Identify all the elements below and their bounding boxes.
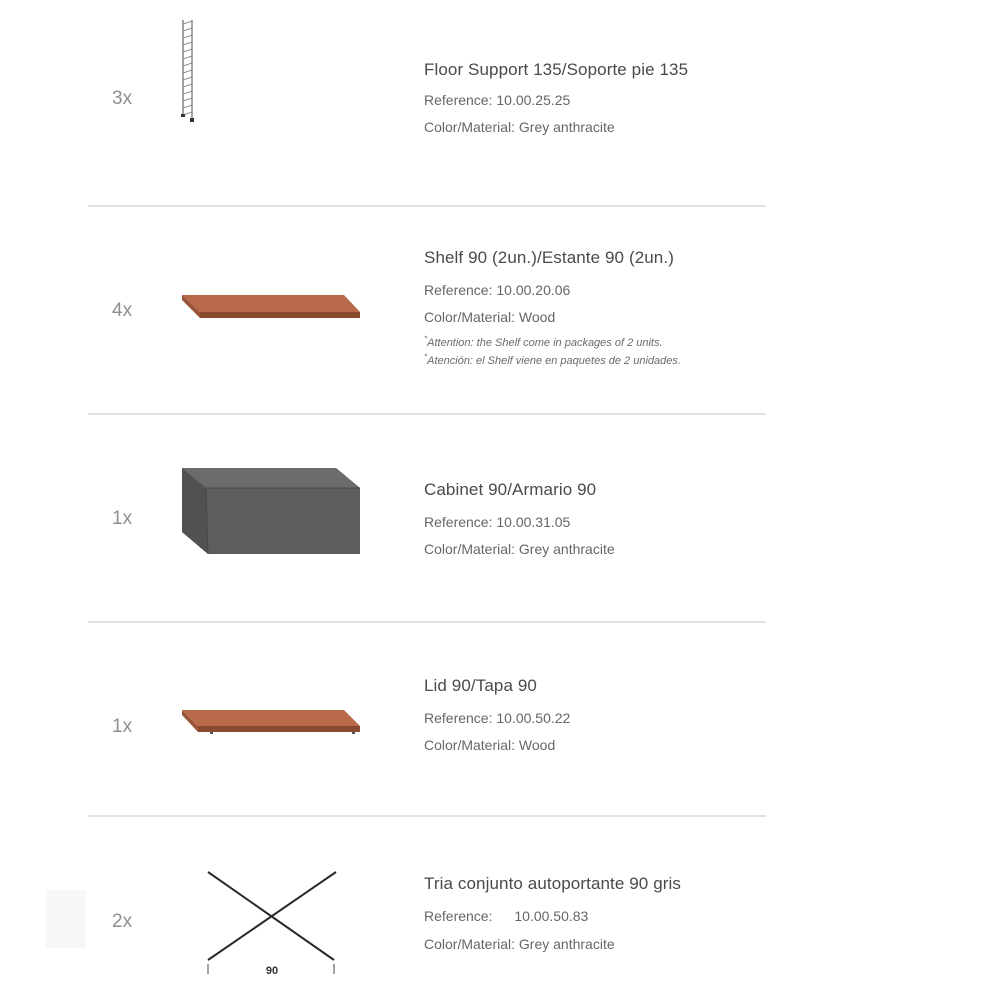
color-line: [424, 737, 824, 753]
color-value: Wood: [518, 737, 556, 753]
quantity-label: 2x: [112, 911, 133, 932]
color-line: [424, 309, 824, 325]
quantity-label: 1x: [112, 716, 133, 737]
side-marker: [46, 890, 86, 948]
cabinet-box-icon: [180, 466, 362, 558]
reference-line: [424, 908, 824, 924]
color-label: Color/Material:: [424, 119, 516, 135]
reference-value: 10.00.50.22: [496, 710, 571, 726]
row-divider: [88, 413, 766, 415]
row-divider: [88, 815, 766, 817]
row-divider: [88, 621, 766, 623]
product-title: Tria conjunto autoportante 90 gris: [424, 874, 681, 893]
wood-lid-icon: [180, 708, 362, 738]
wood-shelf-icon: [180, 292, 362, 322]
reference-value: 10.00.25.25: [496, 92, 571, 108]
reference-line: [424, 710, 824, 726]
note-marker: *: [424, 352, 428, 362]
reference-label: Reference:: [424, 282, 493, 298]
product-title: Shelf 90 (2un.)/Estante 90 (2un.): [424, 248, 674, 267]
color-value: Grey anthracite: [518, 119, 615, 135]
reference-label: Reference:: [424, 908, 493, 924]
color-line: [424, 119, 824, 135]
reference-line: [424, 282, 824, 298]
reference-label: Reference:: [424, 514, 493, 530]
reference-line: [424, 92, 824, 108]
reference-label: Reference:: [424, 710, 493, 726]
product-title: Floor Support 135/Soporte pie 135: [424, 60, 689, 79]
ladder-support-icon: [178, 18, 200, 124]
color-value: Grey anthracite: [518, 541, 615, 557]
row-divider: [88, 205, 766, 207]
package-note-es: *Atención: el Shelf viene en paquetes de 2 unidades.: [424, 352, 681, 367]
color-line: [424, 541, 824, 557]
reference-label: Reference:: [424, 92, 493, 108]
product-title: Cabinet 90/Armario 90: [424, 480, 597, 499]
quantity-label: 1x: [112, 508, 133, 529]
color-value: Wood: [518, 309, 556, 325]
reference-line: [424, 514, 824, 530]
color-value: Grey anthracite: [518, 936, 615, 952]
package-note-en: *Attention: the Shelf come in packages of 2 units.: [424, 334, 663, 349]
color-label: Color/Material:: [424, 936, 516, 952]
note-marker: *: [424, 334, 428, 344]
cross-brace-icon: [200, 866, 344, 980]
quantity-label: 4x: [112, 300, 133, 321]
color-label: Color/Material:: [424, 309, 516, 325]
dimension-label: 90: [265, 965, 279, 977]
reference-value: 10.00.50.83: [514, 908, 589, 924]
product-title: Lid 90/Tapa 90: [424, 676, 537, 695]
quantity-label: 3x: [112, 88, 133, 109]
color-label: Color/Material:: [424, 541, 516, 557]
color-label: Color/Material:: [424, 737, 516, 753]
reference-value: 10.00.20.06: [496, 282, 571, 298]
reference-value: 10.00.31.05: [496, 514, 571, 530]
color-line: [424, 936, 824, 952]
